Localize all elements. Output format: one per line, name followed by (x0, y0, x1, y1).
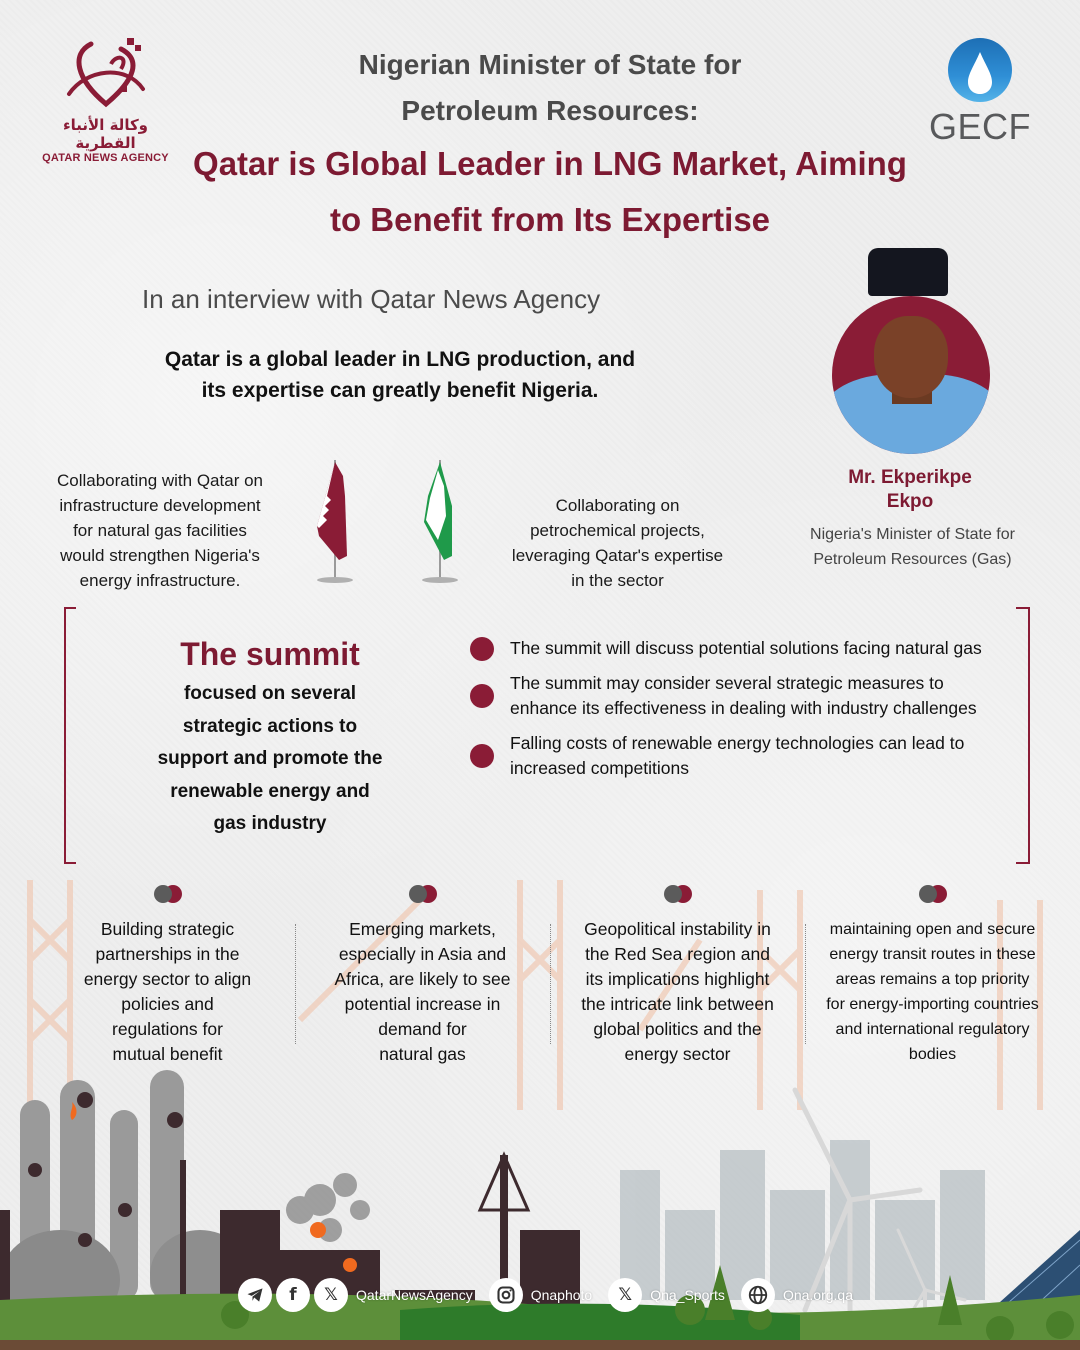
text-line: for energy-importing countries (826, 996, 1039, 1013)
text-line: and international regulatory (835, 1021, 1030, 1038)
twin-dot-icon (409, 885, 437, 903)
text-line: especially in Asia and (338, 944, 507, 964)
gecf-wordmark: GECF (928, 106, 1031, 147)
bullet-text: The summit will discuss potential solutions facing natural gas (510, 638, 982, 658)
text-line: energy infrastructure. (79, 571, 241, 590)
text-line: energy transit routes in these (829, 946, 1036, 963)
text-line: potential increase in (344, 994, 501, 1014)
gecf-logo (928, 38, 1032, 148)
x-icon[interactable]: 𝕏 (608, 1278, 642, 1312)
social-handle-qnaphoto[interactable]: Qnaphoto (530, 1287, 593, 1303)
key-point (805, 882, 1060, 1067)
summit-subtitle (130, 678, 410, 841)
text-line: energy sector (624, 1044, 731, 1064)
social-handle-qatarnewsagency[interactable]: QatarNewsAgency (356, 1287, 473, 1303)
text-line: renewable energy and (170, 780, 370, 802)
text-line: Collaborating on (555, 496, 680, 515)
summit-bullet (470, 731, 990, 781)
page-title (150, 136, 950, 248)
subtitle-line: Petroleum Resources: (401, 95, 699, 126)
role-line: Petroleum Resources (Gas) (813, 551, 1012, 568)
text-line: policies and (121, 994, 214, 1014)
summit-title: The summit (180, 636, 360, 672)
key-point (40, 882, 295, 1067)
text-line: Collaborating with Qatar on (56, 471, 263, 490)
text-line: Geopolitical instability in (584, 919, 771, 939)
twin-dot-icon (664, 885, 692, 903)
summit-bracket-right (1016, 607, 1030, 864)
header-subtitle (240, 42, 860, 134)
x-icon[interactable]: 𝕏 (314, 1278, 348, 1312)
text-line: would strengthen Nigeria's (60, 546, 260, 565)
cap-shape (868, 248, 948, 296)
text-line: energy sector to align (83, 969, 252, 989)
qna-arabic-name: وكالة الأنباء القطرية (63, 116, 148, 152)
text-line: its implications highlight (585, 969, 770, 989)
text-line: the intricate link between (581, 994, 774, 1014)
gas-drop-icon (948, 38, 1012, 102)
lead-line: Qatar is a global leader in LNG production, and (164, 348, 636, 371)
telegram-icon[interactable] (238, 1278, 272, 1312)
person-role (790, 522, 1035, 572)
bullet-dot-icon (470, 637, 494, 661)
text-line: focused on several (183, 683, 357, 704)
name-line: Mr. Ekperikpe (848, 467, 972, 488)
text-line: gas industry (213, 813, 327, 834)
title-line: to Benefit from Its Expertise (329, 201, 771, 238)
face-shape (874, 316, 948, 398)
summit-bracket-left (64, 607, 76, 864)
twin-dot-icon (919, 885, 947, 903)
lead-quote (130, 344, 670, 406)
instagram-icon[interactable] (489, 1278, 523, 1312)
text-line: areas remains a top priority (835, 971, 1030, 988)
name-line: Ekpo (886, 491, 934, 512)
summit-bullet (470, 671, 990, 721)
person-name (820, 466, 1000, 514)
key-points-row (40, 882, 1060, 1067)
summit-bullet-list (470, 636, 990, 791)
text-line: maintaining open and secure (829, 921, 1036, 938)
collaboration-petrochemical (495, 493, 740, 593)
title-line: Qatar is Global Leader in LNG Market, Aiming (193, 145, 907, 182)
role-line: Nigeria's Minister of State for (810, 526, 1015, 543)
twin-dot-icon (154, 885, 182, 903)
lead-line: its expertise can greatly benefit Nigeria. (201, 379, 599, 402)
collaboration-infrastructure (40, 468, 280, 593)
bullet-dot-icon (470, 684, 494, 708)
text-line: Africa, are likely to see (334, 969, 511, 989)
bullet-text: Falling costs of renewable energy technologies can lead to increased competitions (510, 733, 965, 778)
text-line: petrochemical projects, (530, 521, 705, 540)
text-line: bodies (908, 1046, 957, 1063)
text-line: leveraging Qatar's expertise (511, 546, 724, 565)
social-handle-qna-sports[interactable]: Qna_Sports (650, 1287, 725, 1303)
nigeria-flag-icon (410, 456, 470, 586)
subtitle-line: Nigerian Minister of State for (358, 49, 742, 80)
text-line: global politics and the (593, 1019, 762, 1039)
text-line: the Red Sea region and (585, 944, 770, 964)
text-line: support and promote the (157, 748, 383, 769)
text-line: in the sector (571, 571, 664, 590)
text-line: Building strategic (100, 919, 235, 939)
minister-portrait (832, 296, 990, 454)
interview-label: In an interview with Qatar News Agency (142, 284, 601, 314)
text-line: strategic actions to (182, 715, 358, 737)
text-line: Emerging markets, (349, 919, 496, 939)
text-line: for natural gas facilities (73, 521, 247, 540)
bullet-dot-icon (470, 744, 494, 768)
text-line: demand for (378, 1019, 467, 1039)
qna-english-name: QATAR NEWS AGENCY (42, 152, 169, 164)
text-line: mutual benefit (112, 1044, 223, 1064)
text-line: infrastructure development (59, 496, 261, 515)
qna-emblem-icon (61, 34, 151, 114)
key-point (295, 882, 550, 1067)
text-line: partnerships in the (95, 944, 240, 964)
globe-icon[interactable] (741, 1278, 775, 1312)
summit-bullet (470, 636, 990, 661)
qatar-flag-icon (305, 456, 365, 586)
facebook-icon[interactable]: f (276, 1278, 310, 1312)
social-links (238, 1278, 865, 1312)
website-link[interactable]: Qna.org.qa (782, 1287, 853, 1303)
key-point (550, 882, 805, 1067)
text-line: natural gas (379, 1044, 466, 1064)
text-line: regulations for (112, 1019, 223, 1039)
bullet-text: The summit may consider several strategic measures to enhance its effectiveness in dealing with industry challenges (510, 673, 977, 718)
